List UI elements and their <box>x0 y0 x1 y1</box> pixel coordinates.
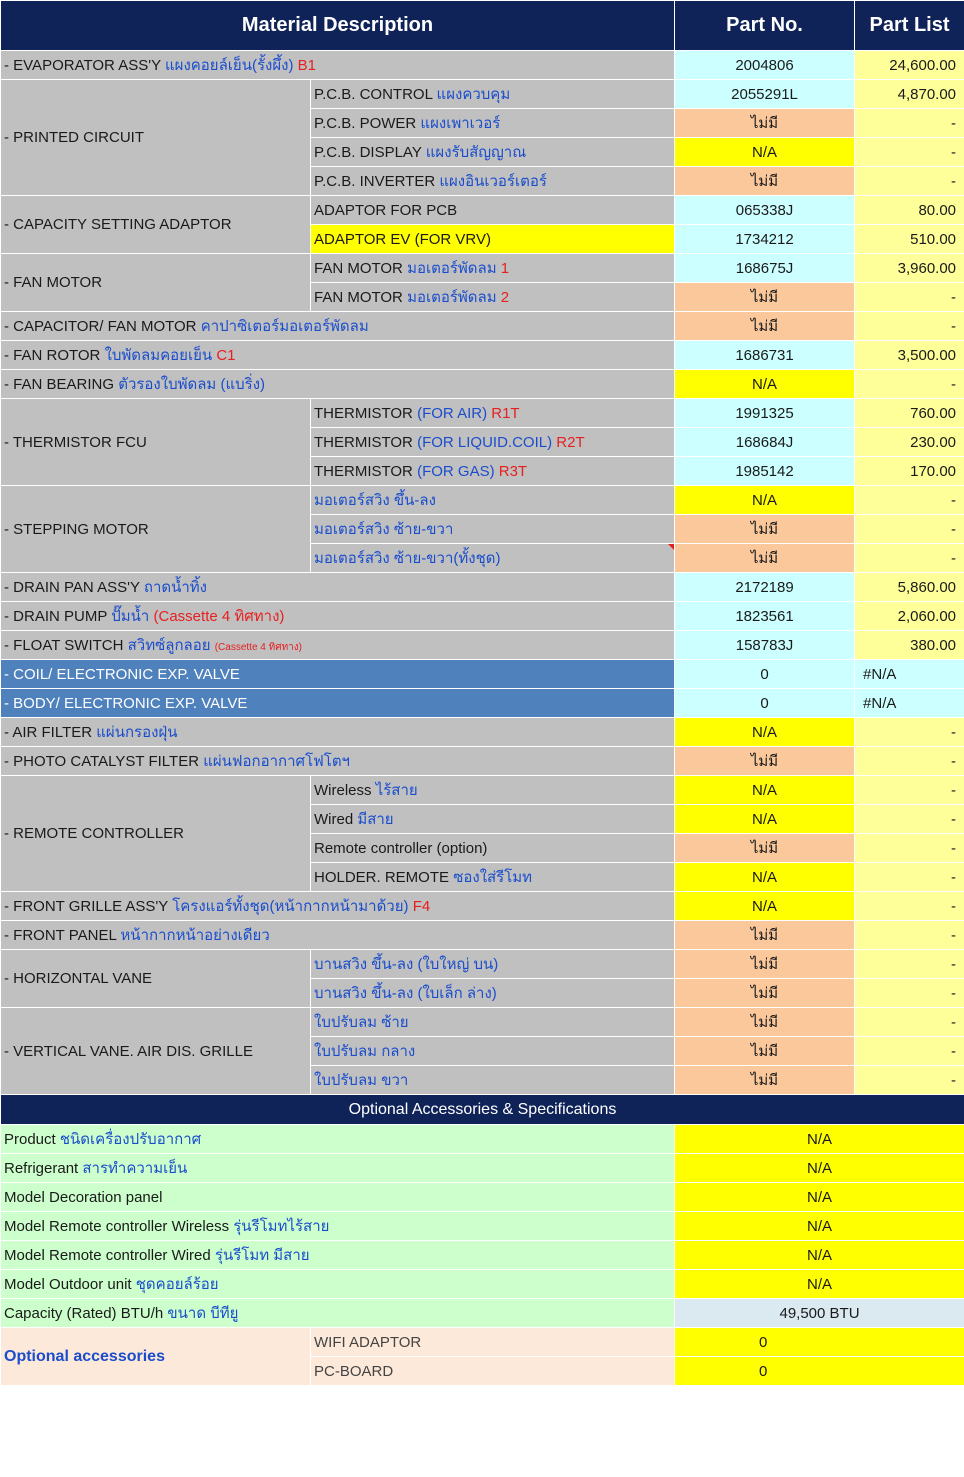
item-thermistor-air: THERMISTOR (FOR AIR) R1T <box>311 399 675 428</box>
item-air-filter: - AIR FILTER แผ่นกรองฝุ่น <box>1 718 675 747</box>
spec-remote-wireless: Model Remote controller Wireless รุ่นรีโมทไร้สาย <box>1 1212 675 1241</box>
part-no: ไม่มี <box>675 1008 855 1037</box>
item-fan-rotor: - FAN ROTOR ใบพัดลมคอยเย็น C1 <box>1 341 675 370</box>
part-no: ไม่มี <box>675 167 855 196</box>
part-no: ไม่มี <box>675 1037 855 1066</box>
part-price: #N/A <box>855 689 964 718</box>
spec-remote-wired: Model Remote controller Wired รุ่นรีโมท มีสาย <box>1 1241 675 1270</box>
item-front-panel: - FRONT PANEL หน้ากากหน้าอย่างเดียว <box>1 921 675 950</box>
item-remote-holder: HOLDER. REMOTE ซองใส่รีโมท <box>311 863 675 892</box>
spec-product: Product ชนิดเครื่องปรับอากาศ <box>1 1125 675 1154</box>
part-no: N/A <box>675 805 855 834</box>
table-row <box>1 80 964 109</box>
item-pcb-control: P.C.B. CONTROL แผงควบคุม <box>311 80 675 109</box>
item-v-vane-2: ใบปรับลม กลาง <box>311 1037 675 1066</box>
part-no: 1985142 <box>675 457 855 486</box>
part-no: ไม่มี <box>675 515 855 544</box>
part-no: ไม่มี <box>675 283 855 312</box>
part-price: 24,600.00 <box>855 51 964 80</box>
part-no: 2172189 <box>675 573 855 602</box>
group-printed-circuit: - PRINTED CIRCUIT <box>1 80 311 196</box>
specs-title: Optional Accessories & Specifications <box>1 1095 964 1125</box>
part-no: N/A <box>675 486 855 515</box>
spec-wifi-adaptor: WIFI ADAPTOR <box>311 1328 675 1357</box>
part-price: 380.00 <box>855 631 964 660</box>
item-adaptor-ev: ADAPTOR EV (FOR VRV) <box>311 225 675 254</box>
part-price: 2,060.00 <box>855 602 964 631</box>
part-no: ไม่มี <box>675 109 855 138</box>
part-price: - <box>855 515 964 544</box>
part-no: N/A <box>675 718 855 747</box>
group-thermistor: - THERMISTOR FCU <box>1 399 311 486</box>
part-no: ไม่มี <box>675 1066 855 1095</box>
part-no: 065338J <box>675 196 855 225</box>
part-no: 1734212 <box>675 225 855 254</box>
group-remote-controller: - REMOTE CONTROLLER <box>1 776 311 892</box>
part-price: 4,870.00 <box>855 80 964 109</box>
part-no: 2004806 <box>675 51 855 80</box>
part-price: - <box>855 109 964 138</box>
table-row <box>1 921 964 950</box>
part-price: - <box>855 776 964 805</box>
part-price: #N/A <box>855 660 964 689</box>
spec-value: N/A <box>675 1183 964 1212</box>
part-no: 1686731 <box>675 341 855 370</box>
spec-value: 0 <box>675 1328 964 1357</box>
part-price: 5,860.00 <box>855 573 964 602</box>
spec-value: 49,500 BTU <box>675 1299 964 1328</box>
part-price: - <box>855 283 964 312</box>
table-row <box>1 51 964 80</box>
part-price: - <box>855 1066 964 1095</box>
item-v-vane-3: ใบปรับลม ขวา <box>311 1066 675 1095</box>
table-row <box>1 1008 964 1037</box>
item-fan-motor-1: FAN MOTOR มอเตอร์พัดลม 1 <box>311 254 675 283</box>
table-row <box>1 660 964 689</box>
table-row <box>1 718 964 747</box>
part-price: - <box>855 138 964 167</box>
header-part-list: Part List <box>855 1 964 51</box>
part-no: ไม่มี <box>675 921 855 950</box>
item-remote-wired: Wired มีสาย <box>311 805 675 834</box>
optional-accessories-label: Optional accessories <box>1 1328 311 1386</box>
spec-row <box>1 1328 964 1357</box>
table-row <box>1 254 964 283</box>
header-material-description: Material Description <box>1 1 675 51</box>
part-price: - <box>855 718 964 747</box>
item-v-vane-1: ใบปรับลม ซ้าย <box>311 1008 675 1037</box>
specs-header-row <box>1 1095 964 1125</box>
item-stepping-2: มอเตอร์สวิง ซ้าย-ขวา <box>311 515 675 544</box>
part-price: - <box>855 1008 964 1037</box>
table-row <box>1 689 964 718</box>
item-float-switch: - FLOAT SWITCH สวิทซ์ลูกลอย (Cassette 4 ทิศทาง) <box>1 631 675 660</box>
spec-row <box>1 1270 964 1299</box>
table-row <box>1 950 964 979</box>
item-fan-bearing: - FAN BEARING ตัวรองใบพัดลม (แบริ่ง) <box>1 370 675 399</box>
spec-row <box>1 1183 964 1212</box>
spec-value: N/A <box>675 1125 964 1154</box>
item-pcb-power: P.C.B. POWER แผงเพาเวอร์ <box>311 109 675 138</box>
part-price: - <box>855 921 964 950</box>
item-pcb-inverter: P.C.B. INVERTER แผงอินเวอร์เตอร์ <box>311 167 675 196</box>
item-h-vane-2: บานสวิง ขึ้น-ลง (ใบเล็ก ล่าง) <box>311 979 675 1008</box>
table-row <box>1 312 964 341</box>
spec-refrigerant: Refrigerant สารทำความเย็น <box>1 1154 675 1183</box>
part-price: - <box>855 167 964 196</box>
part-price: 760.00 <box>855 399 964 428</box>
spec-value: N/A <box>675 1212 964 1241</box>
item-photo-catalyst: - PHOTO CATALYST FILTER แผ่นฟอกอากาศโฟโตฯ <box>1 747 675 776</box>
part-no: 0 <box>675 689 855 718</box>
spec-pc-board: PC-BOARD <box>311 1357 675 1386</box>
spec-value: N/A <box>675 1241 964 1270</box>
part-no: 1991325 <box>675 399 855 428</box>
part-price: - <box>855 312 964 341</box>
table-row <box>1 399 964 428</box>
spec-value: 0 <box>675 1357 964 1386</box>
part-no: 158783J <box>675 631 855 660</box>
spec-row <box>1 1154 964 1183</box>
table-row <box>1 892 964 921</box>
table-row <box>1 602 964 631</box>
spec-value: N/A <box>675 1270 964 1299</box>
part-price: 170.00 <box>855 457 964 486</box>
spec-value: N/A <box>675 1154 964 1183</box>
part-price: 3,960.00 <box>855 254 964 283</box>
spec-row <box>1 1241 964 1270</box>
part-no: N/A <box>675 138 855 167</box>
part-price: - <box>855 834 964 863</box>
header-row <box>1 1 964 51</box>
part-price: 510.00 <box>855 225 964 254</box>
item-coil-exp-valve: - COIL/ ELECTRONIC EXP. VALVE <box>1 660 675 689</box>
item-stepping-1: มอเตอร์สวิง ขึ้น-ลง <box>311 486 675 515</box>
part-no: ไม่มี <box>675 950 855 979</box>
item-drain-pan: - DRAIN PAN ASS'Y ถาดน้ำทิ้ง <box>1 573 675 602</box>
part-price: - <box>855 979 964 1008</box>
item-remote-wireless: Wireless ไร้สาย <box>311 776 675 805</box>
group-vertical-vane: - VERTICAL VANE. AIR DIS. GRILLE <box>1 1008 311 1095</box>
spec-row <box>1 1125 964 1154</box>
part-price: - <box>855 805 964 834</box>
item-body-exp-valve: - BODY/ ELECTRONIC EXP. VALVE <box>1 689 675 718</box>
part-no: ไม่มี <box>675 747 855 776</box>
part-price: - <box>855 892 964 921</box>
table-row <box>1 341 964 370</box>
table-row <box>1 631 964 660</box>
spec-capacity: Capacity (Rated) BTU/h ขนาด บีทียู <box>1 1299 675 1328</box>
part-no: N/A <box>675 776 855 805</box>
spec-outdoor-unit: Model Outdoor unit ชุดคอยล์ร้อย <box>1 1270 675 1299</box>
table-row <box>1 776 964 805</box>
part-no: ไม่มี <box>675 544 855 573</box>
table-row <box>1 196 964 225</box>
spec-decoration-panel: Model Decoration panel <box>1 1183 675 1212</box>
item-capacitor: - CAPACITOR/ FAN MOTOR คาปาซิเตอร์มอเตอร์พัดลม <box>1 312 675 341</box>
part-price: - <box>855 863 964 892</box>
group-stepping-motor: - STEPPING MOTOR <box>1 486 311 573</box>
spec-row <box>1 1212 964 1241</box>
part-price: - <box>855 1037 964 1066</box>
item-front-grille: - FRONT GRILLE ASS'Y โครงแอร์ทั้งชุด(หน้ากากหน้ามาด้วย) F4 <box>1 892 675 921</box>
group-capacity-adaptor: - CAPACITY SETTING ADAPTOR <box>1 196 311 254</box>
item-h-vane-1: บานสวิง ขึ้น-ลง (ใบใหญ่ บน) <box>311 950 675 979</box>
spec-row <box>1 1299 964 1328</box>
part-no: ไม่มี <box>675 979 855 1008</box>
part-no: N/A <box>675 370 855 399</box>
part-no: 2055291L <box>675 80 855 109</box>
item-thermistor-liquid: THERMISTOR (FOR LIQUID.COIL) R2T <box>311 428 675 457</box>
part-price: 230.00 <box>855 428 964 457</box>
part-no: 1823561 <box>675 602 855 631</box>
part-price: 3,500.00 <box>855 341 964 370</box>
part-price: - <box>855 950 964 979</box>
table-row <box>1 573 964 602</box>
group-horizontal-vane: - HORIZONTAL VANE <box>1 950 311 1008</box>
item-drain-pump: - DRAIN PUMP ปั๊มน้ำ (Cassette 4 ทิศทาง) <box>1 602 675 631</box>
item-remote-option: Remote controller (option) <box>311 834 675 863</box>
item-stepping-3: มอเตอร์สวิง ซ้าย-ขวา(ทั้งชุด) <box>311 544 675 573</box>
item-pcb-display: P.C.B. DISPLAY แผงรับสัญญาณ <box>311 138 675 167</box>
table-row <box>1 486 964 515</box>
part-no: 0 <box>675 660 855 689</box>
part-no: N/A <box>675 863 855 892</box>
table-row <box>1 370 964 399</box>
part-price: 80.00 <box>855 196 964 225</box>
part-no: 168684J <box>675 428 855 457</box>
part-price: - <box>855 544 964 573</box>
part-price: - <box>855 486 964 515</box>
part-no: 168675J <box>675 254 855 283</box>
part-price: - <box>855 370 964 399</box>
part-no: ไม่มี <box>675 834 855 863</box>
header-part-no: Part No. <box>675 1 855 51</box>
item-adaptor-pcb: ADAPTOR FOR PCB <box>311 196 675 225</box>
part-no: ไม่มี <box>675 312 855 341</box>
group-fan-motor: - FAN MOTOR <box>1 254 311 312</box>
part-no: N/A <box>675 892 855 921</box>
part-price: - <box>855 747 964 776</box>
item-thermistor-gas: THERMISTOR (FOR GAS) R3T <box>311 457 675 486</box>
item-evaporator: - EVAPORATOR ASS'Y แผงคอยล์เย็น(รั้งผึ้ง) B1 <box>1 51 675 80</box>
item-fan-motor-2: FAN MOTOR มอเตอร์พัดลม 2 <box>311 283 675 312</box>
table-row <box>1 747 964 776</box>
